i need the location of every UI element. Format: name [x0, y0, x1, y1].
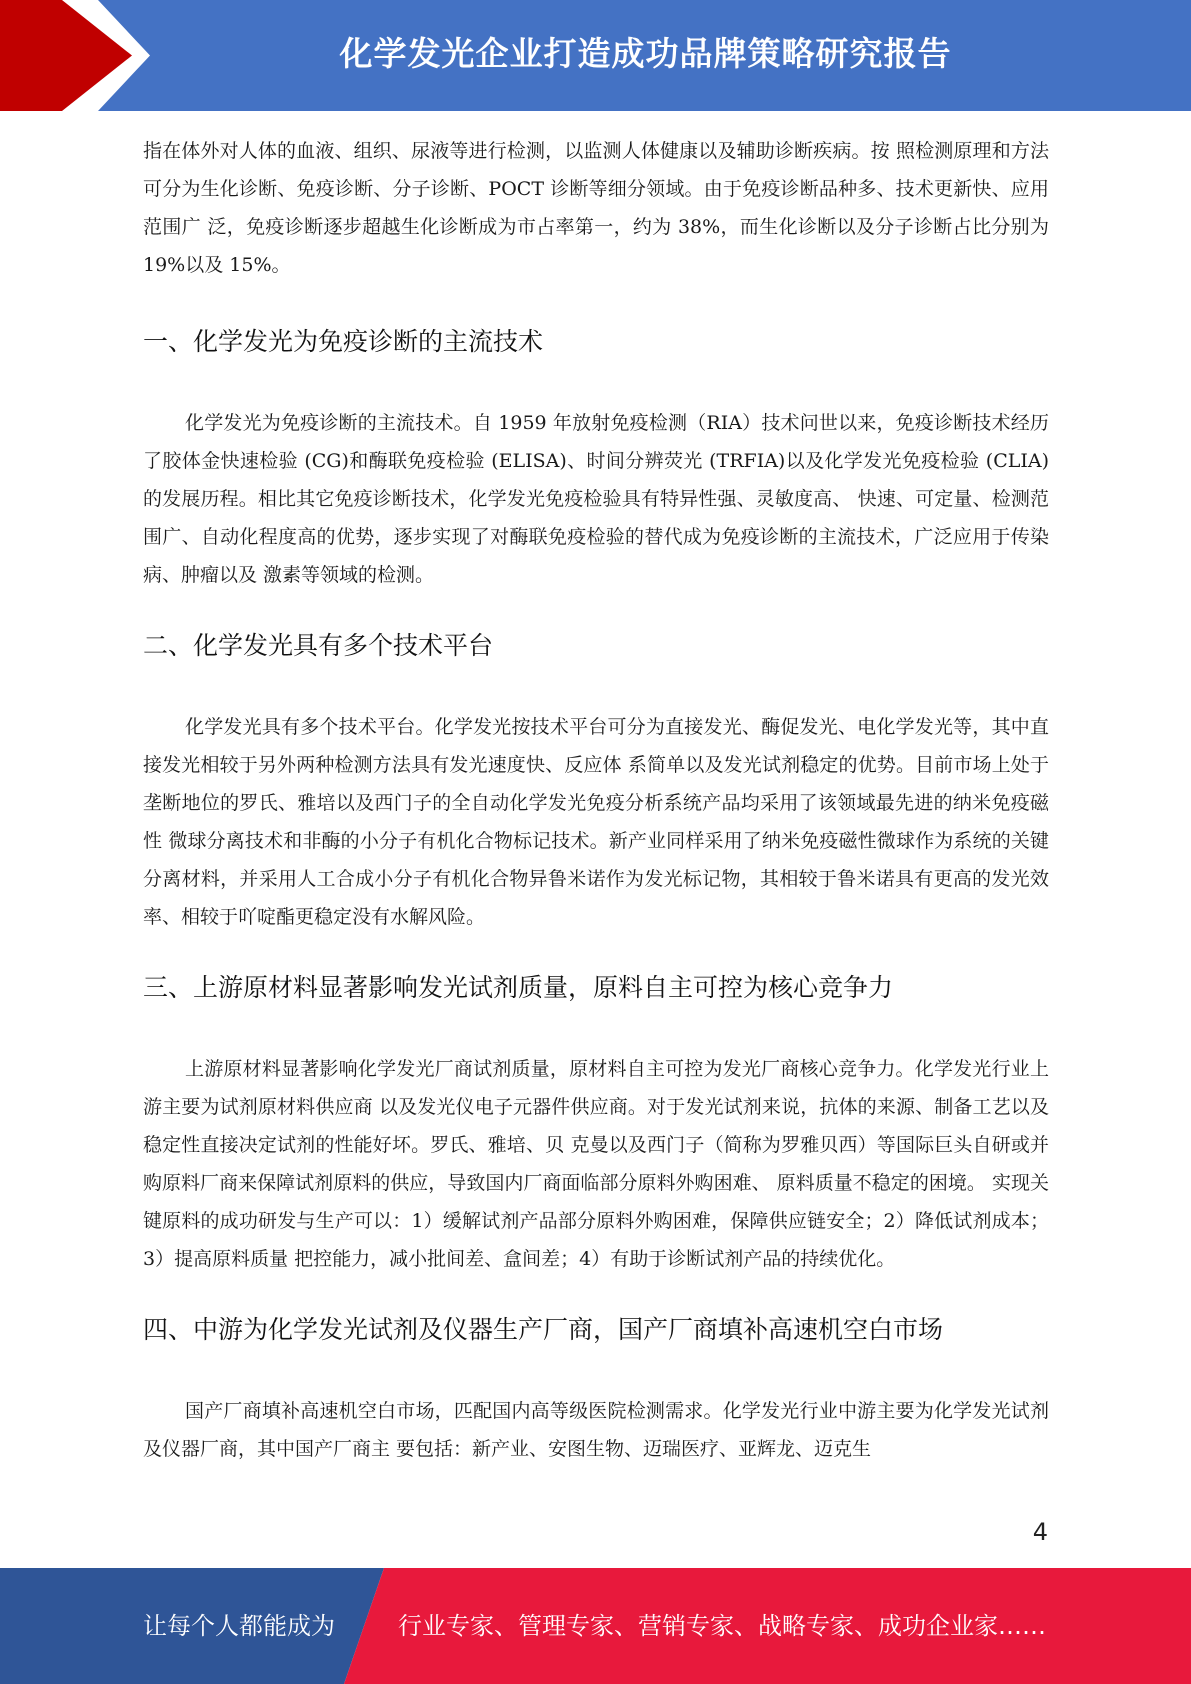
section-heading: 四、中游为化学发光试剂及仪器生产厂商，国产厂商填补高速机空白市场: [143, 1315, 944, 1344]
document-body: [143, 132, 1049, 1500]
page-number: 4: [1032, 1518, 1048, 1546]
section-paragraph: 化学发光具有多个技术平台。化学发光按技术平台可分为直接发光、酶促发光、电化学发光等，其中直接发光相较于另外两种检测方法具有发光速度快、反应体 系简单以及发光试剂稳定的优势。目前市场上处于垄断地位的罗氏、雅培以及西门子的全自动化学发光免疫分析系统产品均采用了该领域最先进的纳米免疫磁性 微球分离技术和非酶的小分子有机化合物标记技术。新产业同样采用了纳米免疫磁性微球作为系统的关键分离材料，并采用人工合成小分子有机化合物异鲁米诺作为发光标记物，其相较于鲁米诺具有更高的发光效率、相较于吖啶酯更稳定没有水解风险。: [143, 716, 1049, 928]
section-paragraph: 国产厂商填补高速机空白市场，匹配国内高等级医院检测需求。化学发光行业中游主要为化学发光试剂及仪器厂商，其中国产厂商主 要包括：新产业、安图生物、迈瑞医疗、亚辉龙、迈克生: [143, 1400, 1049, 1460]
footer-band: [0, 1568, 1191, 1684]
section-2: [143, 626, 1049, 936]
intro-paragraph: 指在体外对人体的血液、组织、尿液等进行检测，以监测人体健康以及辅助诊断疾病。按 照检测原理和方法可分为生化诊断、免疫诊断、分子诊断、POCT 诊断等细分领域。由于免疫诊断品种多、技术更新快、应用范围广 泛，免疫诊断逐步超越生化诊断成为市占率第一，约为 38%，而生化诊断以及分子诊断占比分别为 19%以及 15%。: [143, 140, 1049, 276]
footer-slogan-left: 让每个人都能成为: [143, 1612, 335, 1640]
section-paragraph: 化学发光为免疫诊断的主流技术。自 1959 年放射免疫检测（RIA）技术问世以来，免疫诊断技术经历了胶体金快速检验 (CG)和酶联免疫检验 (ELISA)、时间分辨荧光 (TRFIA)以及化学发光免疫检验 (CLIA)的发展历程。相比其它免疫诊断技术，化学发光免疫检验具有特异性强、灵敏度高、 快速、可定量、检测范围广、自动化程度高的优势，逐步实现了对酶联免疫检验的替代成为免疫诊断的主流技术，广泛应用于传染病、肿瘤以及 激素等领域的检测。: [143, 412, 1049, 586]
footer-slogan-right: 行业专家、管理专家、营销专家、战略专家、成功企业家……: [398, 1612, 1046, 1640]
report-title: 化学发光企业打造成功品牌策略研究报告: [339, 34, 952, 73]
section-paragraph: 上游原材料显著影响化学发光厂商试剂质量，原材料自主可控为发光厂商核心竞争力。化学发光行业上游主要为试剂原材料供应商 以及发光仪电子元器件供应商。对于发光试剂来说，抗体的来源、制备工艺以及稳定性直接决定试剂的性能好坏。罗氏、雅培、贝 克曼以及西门子（简称为罗雅贝西）等国际巨头自研或并购原料厂商来保障试剂原料的供应，导致国内厂商面临部分原料外购困难、 原料质量不稳定的困境。 实现关键原料的成功研发与生产可以：1）缓解试剂产品部分原料外购困难，保障供应链安全；2）降低试剂成本；3）提高原料质量 把控能力，减小批间差、盒间差；4）有助于诊断试剂产品的持续优化。: [143, 1058, 1049, 1270]
section-heading: 三、上游原材料显著影响发光试剂质量，原料自主可控为核心竞争力: [143, 973, 894, 1002]
header-arrow-icon: [0, 0, 160, 111]
section-heading: 一、化学发光为免疫诊断的主流技术: [143, 327, 544, 356]
section-3: [143, 968, 1049, 1278]
section-heading: 二、化学发光具有多个技术平台: [143, 631, 494, 660]
section-4: [143, 1310, 1049, 1468]
section-1: [143, 322, 1049, 594]
header-band: [0, 0, 1191, 111]
